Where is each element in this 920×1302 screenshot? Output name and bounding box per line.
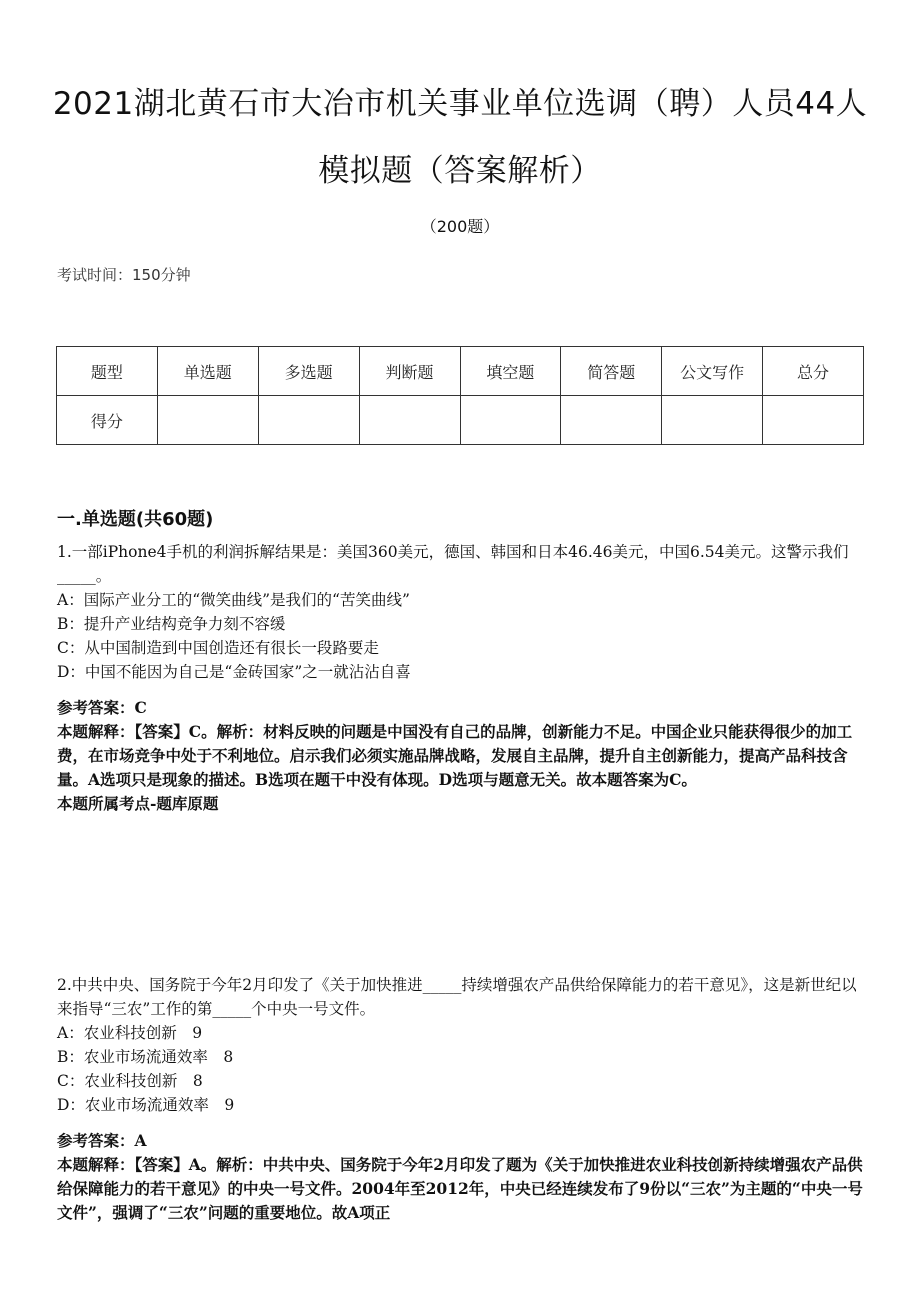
score-cell xyxy=(157,396,258,445)
score-header-cell: 公文写作 xyxy=(662,347,763,396)
score-header-cell: 填空题 xyxy=(460,347,561,396)
score-header-cell: 总分 xyxy=(763,347,864,396)
option-c: C：农业科技创新 8 xyxy=(57,1072,203,1090)
exam-time: 考试时间：150分钟 xyxy=(57,266,191,284)
score-row-label: 得分 xyxy=(57,396,158,445)
question-stem: 1.一部iPhone4手机的利润拆解结果是：美国360美元，德国、韩国和日本46.46美元，中国6.54美元。这警示我们_____。 xyxy=(57,543,849,585)
option-d: D：中国不能因为自己是“金砖国家”之一就沾沾自喜 xyxy=(57,663,411,681)
explanation: 本题解释：【答案】A。解析：中共中央、国务院于今年2月印发了题为《关于加快推进农业科技创新持续增强农产品供给保障能力的若干意见》的中央一号文件。2004年至2012年，中央已经连续发布了9份以“三农”为主题的“中央一号文件”，强调了“三农”问题的重要地位。故A项正 xyxy=(57,1155,863,1222)
score-header-cell: 简答题 xyxy=(561,347,662,396)
score-header-cell: 多选题 xyxy=(258,347,359,396)
score-cell xyxy=(662,396,763,445)
option-b: B：提升产业结构竞争力刻不容缓 xyxy=(57,615,286,633)
option-a: A：农业科技创新 9 xyxy=(57,1024,203,1042)
answer-line: 参考答案：C xyxy=(57,698,147,717)
explanation: 本题解释：【答案】C。解析：材料反映的问题是中国没有自己的品牌，创新能力不足。中国企业只能获得很少的加工费，在市场竞争中处于不利地位。启示我们必须实施品牌战略，发展自主品牌，提升自主创新能力，提高产品科技含量。A选项只是现象的描述。B选项在题干中没有体现。D选项与题意无关。故本题答案为C。 xyxy=(57,722,853,789)
score-cell xyxy=(561,396,662,445)
score-header-cell: 题型 xyxy=(57,347,158,396)
option-b: B：农业市场流通效率 8 xyxy=(57,1048,234,1066)
question-count: （200题） xyxy=(420,217,500,236)
option-c: C：从中国制造到中国创造还有很长一段路要走 xyxy=(57,639,379,657)
score-cell xyxy=(460,396,561,445)
score-cell xyxy=(258,396,359,445)
document-title-line-1: 2021湖北黄石市大冶市机关事业单位选调（聘）人员44人 xyxy=(52,86,868,122)
question-block xyxy=(57,973,865,1225)
option-a: A：国际产业分工的“微笑曲线”是我们的“苦笑曲线” xyxy=(57,591,410,609)
knowledge-point-tag: 本题所属考点-题库原题 xyxy=(57,794,219,813)
score-table-score-row xyxy=(57,396,864,445)
score-table xyxy=(56,346,864,445)
score-table-header-row xyxy=(57,347,864,396)
answer-line: 参考答案：A xyxy=(57,1131,147,1150)
score-header-cell: 单选题 xyxy=(157,347,258,396)
option-d: D：农业市场流通效率 9 xyxy=(57,1096,235,1114)
score-cell xyxy=(359,396,460,445)
score-header-cell: 判断题 xyxy=(359,347,460,396)
document-title-line-2: 模拟题（答案解析） xyxy=(318,153,602,189)
score-cell xyxy=(763,396,864,445)
section-title: 一.单选题(共60题) xyxy=(57,509,214,530)
question-stem: 2.中共中央、国务院于今年2月印发了《关于加快推进_____持续增强农产品供给保障能力的若干意见》，这是新世纪以来指导“三农”工作的第_____个中央一号文件。 xyxy=(57,976,857,1018)
question-block xyxy=(57,540,865,816)
